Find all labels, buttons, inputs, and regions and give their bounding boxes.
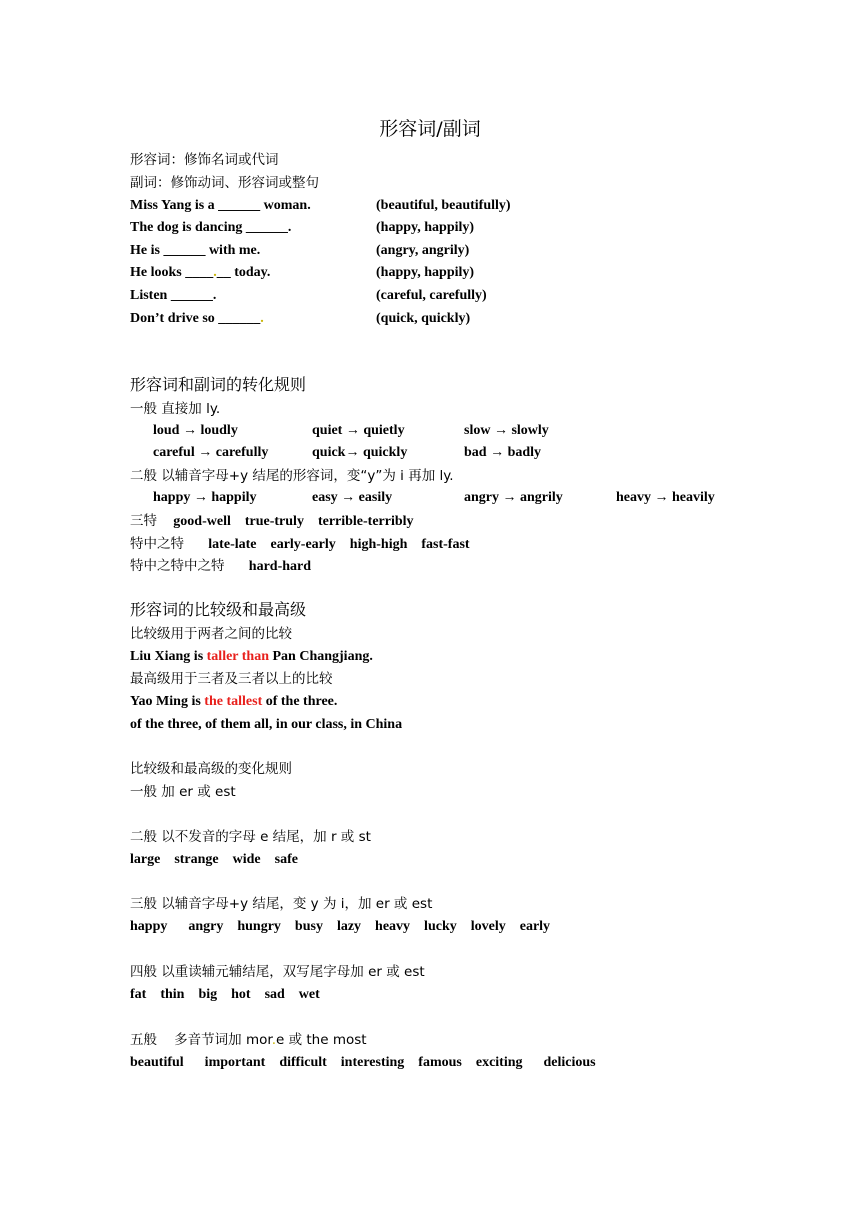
exercise-options: (beautiful, beautifully) <box>376 198 511 213</box>
rule2-label: 二般 以辅音字母+y 结尾的形容词，变“y”为 i 再加 ly. <box>130 468 454 484</box>
rule2-example: angry → angrily <box>464 490 563 505</box>
example-text: of the three. <box>262 694 338 709</box>
exercise-options: (happy, happily) <box>376 265 475 280</box>
change-rule2-words: large strange wide safe <box>130 852 298 867</box>
highlight-mark: . <box>213 265 217 280</box>
rule5-label: 特中之特中之特 <box>130 558 225 574</box>
rule4-label: 特中之特 <box>130 536 184 552</box>
exercise-sentence: Miss Yang is a ______ woman. <box>130 198 311 213</box>
exercise-sentence: Listen ______. <box>130 288 217 303</box>
change-rule3-words: happy angry hungry busy lazy heavy lucky lovely early <box>130 919 551 934</box>
exercise-row <box>130 219 291 237</box>
exercise-row <box>130 197 311 215</box>
rule5-items: hard-hard <box>248 559 312 574</box>
superlative-phrases: of the three, of them all, in our class, in China <box>130 717 403 732</box>
highlighted-phrase: the tallest <box>204 694 263 709</box>
rule1-example: careful → carefully <box>153 445 269 460</box>
conversion-heading: 形容词和副词的转化规则 <box>130 375 307 394</box>
change-rule5-label <box>130 1031 367 1049</box>
example-text: Liu Xiang is <box>130 649 207 664</box>
adverb-definition: 副词：修饰动词、形容词或整句 <box>130 175 319 191</box>
rule1-example: quiet → quietly <box>312 423 405 438</box>
change-rule2-label: 二般 以不发音的字母 e 结尾，加 r 或 st <box>130 829 371 845</box>
rule2-example: happy → happily <box>153 490 257 505</box>
rule1-example: quick→ quickly <box>312 445 408 460</box>
rule4-row <box>130 535 470 554</box>
highlighted-phrase: taller than <box>206 649 269 664</box>
change-rules-heading: 比较级和最高级的变化规则 <box>130 761 292 777</box>
rule2-example: heavy → heavily <box>616 490 715 505</box>
exercise-row <box>130 264 270 282</box>
rule3-items: good-well true-truly terrible-terribly <box>173 514 414 529</box>
comparative-description: 比较级用于两者之间的比较 <box>130 626 292 642</box>
superlative-description: 最高级用于三者及三者以上的比较 <box>130 671 333 687</box>
change-rule1-label: 一般 加 er 或 est <box>130 784 236 800</box>
exercise-row <box>130 242 260 260</box>
rule1-label: 一般 直接加 ly. <box>130 401 221 417</box>
exercise-options: (quick, quickly) <box>376 311 471 326</box>
highlight-mark: . <box>260 311 264 326</box>
highlight-mark: . <box>271 1032 276 1048</box>
page-title: 形容词/副词 <box>379 118 481 140</box>
exercise-row <box>130 287 216 305</box>
rule-text: e 或 the most <box>275 1032 367 1048</box>
rule4-items: late-late early-early high-high fast-fast <box>208 537 470 552</box>
superlative-example <box>130 693 337 711</box>
rule3-row <box>130 512 414 531</box>
change-rule4-words: fat thin big hot sad wet <box>130 987 320 1002</box>
exercise-sentence-part: He looks ____ <box>130 265 214 280</box>
example-text: Yao Ming is <box>130 694 205 709</box>
example-text: Pan Changjiang. <box>269 649 373 664</box>
exercise-options: (angry, angrily) <box>376 243 470 258</box>
rule3-label: 三特 <box>130 513 157 529</box>
rule5-row <box>130 557 311 576</box>
rule1-example: bad → badly <box>464 445 542 460</box>
exercise-options: (happy, happily) <box>376 220 475 235</box>
exercise-options: (careful, carefully) <box>376 288 487 303</box>
rule2-example: easy → easily <box>312 490 393 505</box>
exercise-sentence-part: __ today. <box>216 265 271 280</box>
comparative-example <box>130 648 373 666</box>
change-rule3-label: 三般 以辅音字母+y 结尾，变 y 为 i，加 er 或 est <box>130 896 433 912</box>
rule1-example: slow → slowly <box>464 423 549 438</box>
rule-text: 五般 多音节词加 mor <box>130 1032 272 1048</box>
exercise-sentence: The dog is dancing ______. <box>130 220 292 235</box>
exercise-sentence-part: Don’t drive so ______ <box>130 311 261 326</box>
exercise-sentence: He is ______ with me. <box>130 243 261 258</box>
comparison-heading: 形容词的比较级和最高级 <box>130 600 307 619</box>
change-rule4-label: 四般 以重读辅元辅结尾，双写尾字母加 er 或 est <box>130 964 425 980</box>
rule1-example: loud → loudly <box>153 423 238 438</box>
exercise-row <box>130 310 264 328</box>
change-rule5-words: beautiful important difficult interesting famous exciting delicious <box>130 1055 596 1070</box>
adjective-definition: 形容词：修饰名词或代词 <box>130 152 279 168</box>
